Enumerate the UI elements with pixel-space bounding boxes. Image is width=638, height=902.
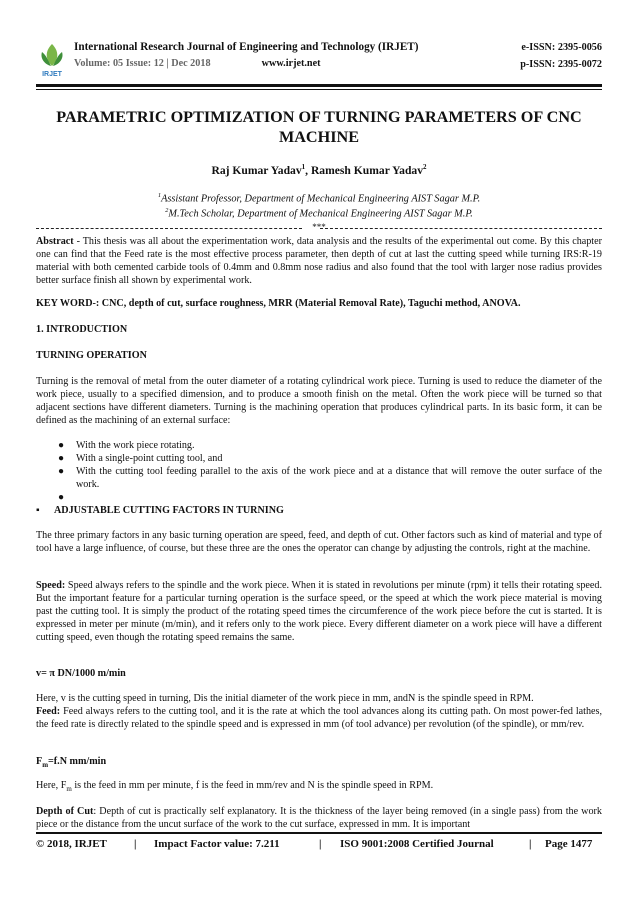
list-item [36,491,602,504]
logo-text: IRJET [42,71,62,78]
turning-bullet-list [36,439,602,504]
footer-divider: | [529,838,532,850]
keywords: KEY WORD-: CNC, depth of cut, surface roughness, MRR (Material Removal Rate), Taguchi method, ANOVA. [36,298,521,309]
abstract-label: Abstract [36,236,74,247]
footer-rule [36,832,602,834]
footer-divider: | [319,838,322,850]
speed-text: Speed always refers to the spindle and the work piece. When it is stated in revolutions per minute (rpm) it tells their rotating speed. But the important feature for a particular turning operation is the surface speed, or the speed at which the work piece material is moving past the cutting tool. It is simply the product of the rotating speed times the circumference of the work piece before the cut is started. It is expressed in meter per minute (m/min), and it refers only to the work piece. Every different diameter on a work piece will have a different cutting speed, even though the rotating speed remains the same. [36,580,602,643]
turning-operation-heading: TURNING OPERATION [36,350,147,361]
header-rule [36,84,602,87]
authors [36,163,602,177]
website-link[interactable]: www.irjet.net [261,58,321,69]
abstract [36,235,602,287]
feed-formula-explanation: Here, $F_m$ is the feed in mm per minute, f is the feed in mm/rev and N is the spindle speed in RPM. [36,780,434,794]
footer-copyright: © 2018, IRJET [36,838,107,850]
abstract-text: - This thesis was all about the experimentation work, data analysis and the results of the experimental out come. By this chapter one can find that the Feed rate is the most effective process parameter, then depth of cut at last the cutting speed while turning IRS:R-19 material with both cemented carbide tools of 0.4mm and 0.8mm nose radius and also found that the tool with larger nose radius provides better surface finish all shown by experimental work. [36,236,602,286]
bullet-dot: ● [58,492,65,503]
list-item: ● With the cutting tool feeding parallel to the axis of the work piece and at a distance that will remove the outer surface of the work. [58,466,602,490]
list-item: ● With the work piece rotating. [58,440,195,451]
speed-label: Speed: [36,580,66,591]
adjustable-factors-heading: ▪ ADJUSTABLE CUTTING FACTORS IN TURNING [36,505,284,516]
adjustable-paragraph: The three primary factors in any basic turning operation are speed, feed, and depth of cut. Other factors such as kind of material and type of tool have a large influence, of course, but these three are the ones the operator can change by adjusting the controls, right at the machine. [36,530,602,554]
depth-text: : Depth of cut is practically self explanatory. It is the thickness of the layer being removed (in a single pass) from the work piece or the distance from the uncut surface of the work to the cut surface, expressed in mm. It is important [36,806,602,830]
affiliation-2-sup: 2 [165,207,169,214]
footer-page-number: Page 1477 [545,838,593,850]
paper-title [36,107,602,147]
speed-paragraph [36,579,602,644]
journal-meta [74,58,321,69]
title-line-2: MACHINE [278,128,360,146]
affiliation-2-text: M.Tech Scholar, Department of Mechanical Engineering AIST Sagar M.P. [168,208,473,220]
author-1: Raj Kumar Yadav [211,163,302,177]
header-rule-thin [36,89,602,90]
p-issn: p-ISSN: 2395-0072 [520,59,602,70]
author-separator: , [305,163,311,177]
separator-dash-left [36,228,302,229]
bullet-dot: ● [58,453,65,464]
separator-line [36,222,602,234]
journal-name: International Research Journal of Engineering and Technology (IRJET) [74,41,419,53]
footer-impact-factor: Impact Factor value: 7.211 [154,838,280,850]
list-item: ● With a single-point cutting tool, and [58,453,223,464]
author-2-sup: 2 [423,163,427,171]
affiliation-1 [36,192,602,204]
square-bullet-icon: ▪ [36,505,40,516]
volume-issue: Volume: 05 Issue: 12 | Dec 2018 [74,58,211,69]
speed-formula: v= π DN/1000 m/min [36,668,126,679]
e-issn: e-ISSN: 2395-0056 [521,42,602,53]
depth-label: Depth of Cut [36,806,94,817]
footer-iso: ISO 9001:2008 Certified Journal [340,838,494,850]
irjet-logo [36,40,68,78]
depth-of-cut-paragraph [36,805,602,831]
speed-formula-explanation: Here, v is the cutting speed in turning, Dis the initial diameter of the work piece in mm, andN is the spindle speed in RPM. [36,693,534,704]
affiliation-1-text: Assistant Professor, Department of Mechanical Engineering AIST Sagar M.P. [161,193,481,205]
footer-divider: | [134,838,137,850]
feed-label: Feed: [36,706,61,717]
bullet-dot: ● [58,466,65,477]
bullet-dot: ● [58,440,65,451]
separator-stars: *** [312,222,326,232]
affiliation-1-sup: 1 [157,192,162,199]
section-heading-introduction: 1. INTRODUCTION [36,324,128,335]
author-1-sup: 1 [301,163,306,171]
feed-text: Feed always refers to the cutting tool, and it is the rate at which the tool advances along its cutting path. On most power-fed lathes, the feed rate is directly related to the spindle speed and is expressed in mm (of tool advance) per revolution (of the spindle), or mm/rev. [36,706,602,730]
author-2: Ramesh Kumar Yadav [310,163,424,177]
separator-dash-right [320,228,602,229]
affiliation-2 [36,207,602,219]
feed-formula: $F_m=f.N$ mm/min [36,756,107,770]
turning-paragraph: Turning is the removal of metal from the outer diameter of a rotating cylindrical work piece. Turning is used to reduce the diameter of the work piece, usually to a specified dimension, and to produce a smooth finish on the metal. Often the work piece will be turned so that adjacent sections have different diameters. Turning is the machining operation that produces cylindrical parts. In its basic form, it can be defined as the machining of an external surface: [36,376,602,426]
feed-paragraph [36,705,602,731]
title-line-1: PARAMETRIC OPTIMIZATION OF TURNING PARAMETERS OF CNC [56,108,582,126]
